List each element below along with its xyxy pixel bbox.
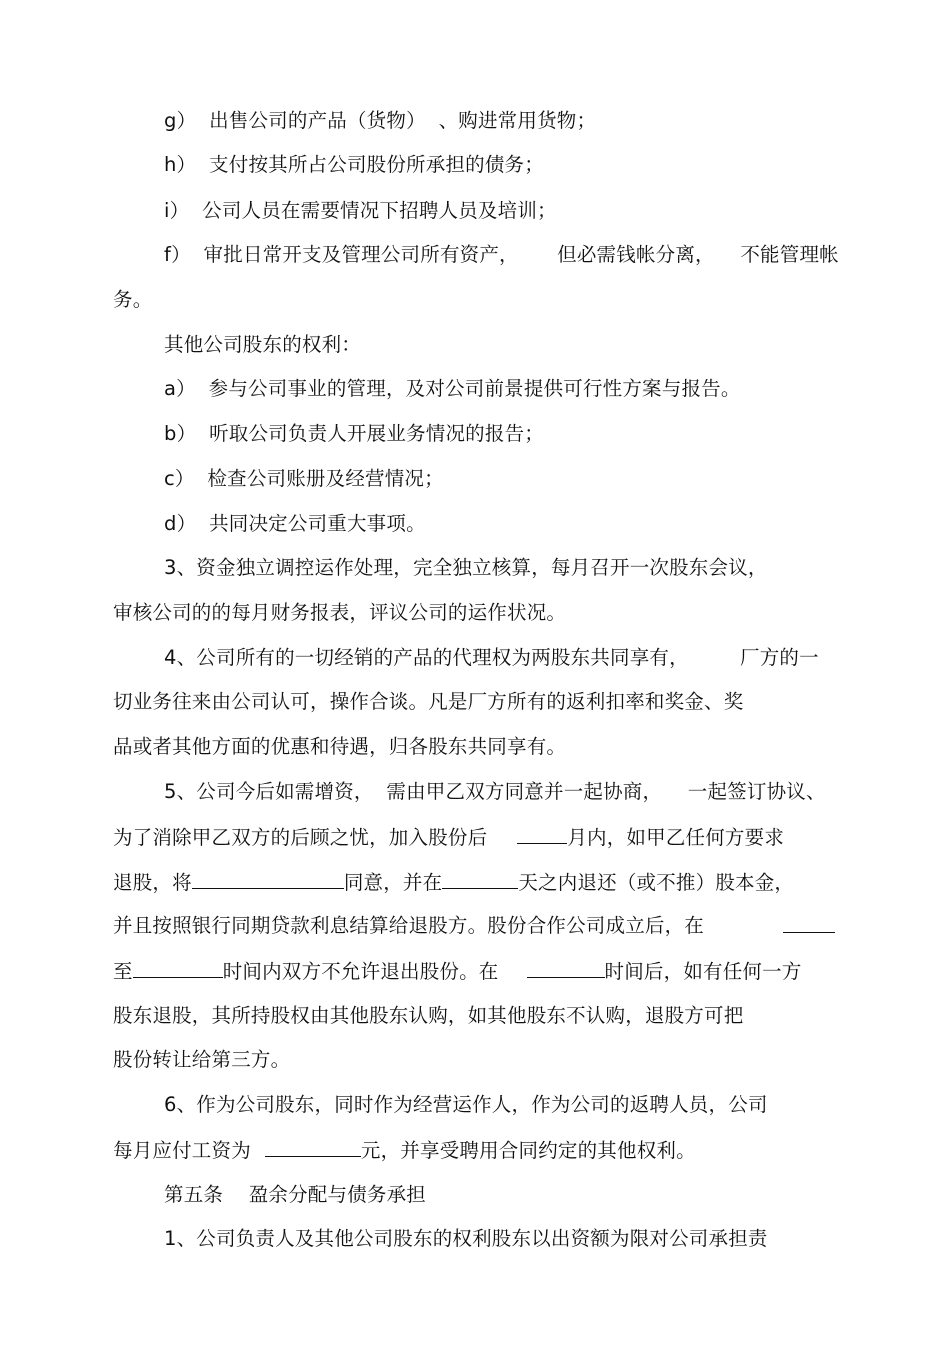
fill-blank [265, 1138, 361, 1157]
clause-g: g） 出售公司的产品（货物） 、购进常用货物； [164, 109, 597, 132]
item-4-line-2: 切业务往来由公司认可，操作合谈。凡是厂方所有的返利扣率和奖金、奖 [113, 690, 744, 713]
fill-blank [192, 870, 344, 889]
item-5-line-6: 股东退股，其所持股权由其他股东认购，如其他股东不认购，退股方可把 [113, 1004, 744, 1027]
item-4-line-3: 品或者其他方面的优惠和待遇，归各股东共同享有。 [113, 735, 567, 758]
fill-blank [442, 870, 518, 889]
text-segment: 时间内双方不允许退出股份。在 [222, 960, 499, 983]
article-5-heading: 第五条 盈余分配与债务承担 [164, 1183, 426, 1206]
item-5-line-7: 股份转让给第三方。 [113, 1048, 291, 1071]
fill-blank [517, 825, 567, 844]
item-5-line-2 [113, 825, 784, 850]
clause-f: f） 审批日常开支及管理公司所有资产， 但必需钱帐分离， 不能管理帐 [164, 243, 839, 266]
text-segment: 每月应付工资为 [113, 1139, 251, 1162]
item-5-line-4 [113, 914, 704, 938]
clause-i: i） 公司人员在需要情况下招聘人员及培训； [164, 199, 557, 222]
fill-blank [133, 959, 223, 978]
text-segment: 天之内退还（或不推）股本金， [518, 871, 795, 894]
clause-a: a） 参与公司事业的管理，及对公司前景提供可行性方案与报告。 [164, 377, 741, 400]
item-6-line-1: 6、作为公司股东，同时作为经营运作人，作为公司的返聘人员，公司 [164, 1093, 768, 1116]
item-5-line-5 [113, 959, 802, 984]
text-segment: 月内，如甲乙任何方要求 [567, 826, 785, 849]
clause-b: b） 听取公司负责人开展业务情况的报告； [164, 422, 544, 445]
item-5-line-3 [113, 870, 794, 895]
text-segment: 并且按照银行同期贷款利息结算给退股方。股份合作公司成立后，在 [113, 914, 705, 937]
clause-h: h） 支付按其所占公司股份所承担的债务； [164, 153, 544, 176]
text-segment: 元，并享受聘用合同约定的其他权利。 [360, 1139, 696, 1162]
item-6-line-2 [113, 1138, 696, 1163]
clause-f-continued: 务。 [113, 288, 153, 311]
fill-blank [527, 959, 605, 978]
item-3-line-1: 3、资金独立调控运作处理，完全独立核算，每月召开一次股东会议， [164, 556, 768, 579]
fill-blank-end [783, 914, 835, 939]
clause-c: c） 检查公司账册及经营情况； [164, 467, 444, 490]
text-segment: 同意，并在 [343, 871, 443, 894]
clause-d: d） 共同决定公司重大事项。 [164, 512, 426, 535]
article-5-item-1: 1、公司负责人及其他公司股东的权利股东以出资额为限对公司承担责 [164, 1227, 768, 1250]
item-4-line-1: 4、公司所有的一切经销的产品的代理权为两股东共同享有， 厂方的一 [164, 646, 819, 669]
text-segment: 时间后，如有任何一方 [604, 960, 802, 983]
text-segment: 退股，将 [113, 871, 192, 894]
fill-blank [783, 914, 835, 933]
text-segment: 为了消除甲乙双方的后顾之忧，加入股份后 [113, 826, 488, 849]
text-segment: 至 [113, 960, 133, 983]
item-3-line-2: 审核公司的的每月财务报表，评议公司的运作状况。 [113, 601, 567, 624]
item-5-line-1: 5、公司今后如需增资， 需由甲乙双方同意并一起协商， 一起签订协议、 [164, 780, 826, 803]
section-heading-other-rights: 其他公司股东的权利： [164, 333, 362, 356]
